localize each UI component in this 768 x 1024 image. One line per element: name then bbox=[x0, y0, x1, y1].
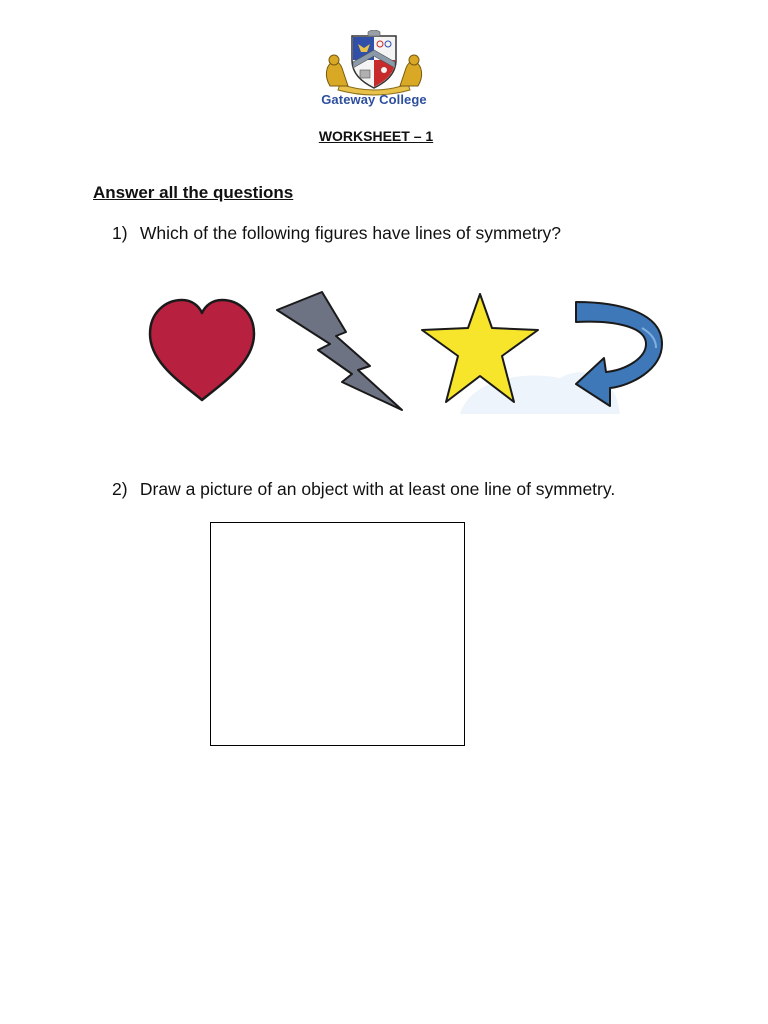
question-1 bbox=[112, 223, 561, 244]
drawing-answer-box[interactable] bbox=[210, 522, 465, 746]
lightning-bolt-icon bbox=[277, 292, 402, 410]
curved-arrow-icon bbox=[576, 302, 662, 406]
symmetry-figures bbox=[140, 286, 670, 416]
college-name: Gateway College bbox=[321, 92, 427, 107]
question-1-number: 1) bbox=[112, 223, 128, 243]
question-1-text: Which of the following figures have lines of symmetry? bbox=[139, 223, 562, 243]
worksheet-title: WORKSHEET – 1 bbox=[318, 128, 434, 144]
question-2-number: 2) bbox=[112, 479, 128, 499]
question-2 bbox=[112, 479, 615, 500]
instruction-heading: Answer all the questions bbox=[93, 183, 294, 202]
heart-icon bbox=[150, 300, 254, 400]
question-2-text: Draw a picture of an object with at least one line of symmetry. bbox=[139, 479, 616, 499]
